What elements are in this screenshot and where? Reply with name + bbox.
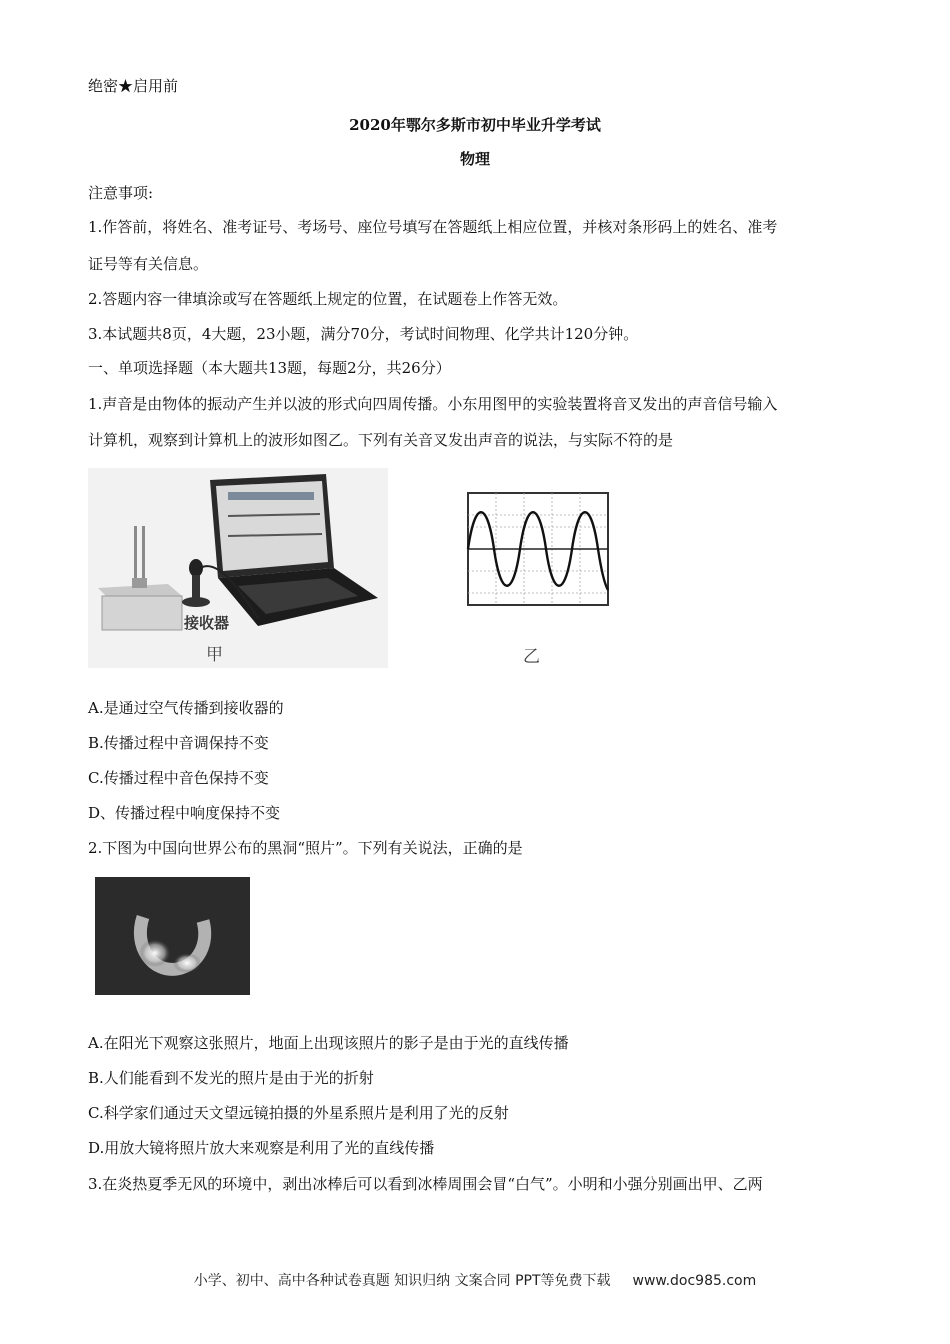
receiver-label: 接收器 xyxy=(184,614,230,632)
figure-experiment-setup xyxy=(88,468,388,668)
note-item-1a: 1.作答前，将姓名、准考证号、考场号、座位号填写在答题纸上相应位置，并核对条形码上的姓名、准考 xyxy=(88,218,778,236)
note-item-1b: 证号等有关信息。 xyxy=(88,255,209,273)
note-item-3: 3.本试题共8页，4大题，23小题，满分70分，考试时间物理、化学共计120分钟。 xyxy=(88,325,639,343)
q2-stem: 2.下图为中国向世界公布的黑洞“照片”。下列有关说法，正确的是 xyxy=(88,839,523,857)
footer-text: 小学、初中、高中各种试卷真题 知识归纳 文案合同 PPT等免费下载 xyxy=(193,1273,611,1289)
section-heading: 一、单项选择题（本大题共13题，每题2分，共26分） xyxy=(88,359,451,377)
figure-waveform xyxy=(465,490,615,670)
q1-stem-a: 1.声音是由物体的振动产生并以波的形式向四周传播。小东用图甲的实验装置将音叉发出的声音信号输入 xyxy=(88,395,778,413)
q2-option-a: A.在阳光下观察这张照片，地面上出现该照片的影子是由于光的直线传播 xyxy=(88,1034,569,1052)
figure-a-caption: 甲 xyxy=(206,645,223,665)
subject-title: 物理 xyxy=(459,150,490,168)
exam-title: 2020年鄂尔多斯市初中毕业升学考试 xyxy=(349,116,601,134)
q2-option-b: B.人们能看到不发光的照片是由于光的折射 xyxy=(88,1069,374,1087)
q3-stem: 3.在炎热夏季无风的环境中，剥出冰棒后可以看到冰棒周围会冒“白气”。小明和小强分别画出甲、乙两 xyxy=(88,1175,763,1193)
figure-b-caption: 乙 xyxy=(523,647,540,667)
q2-option-d: D.用放大镜将照片放大来观察是利用了光的直线传播 xyxy=(88,1139,435,1157)
secret-label: 绝密★启用前 xyxy=(88,77,179,95)
note-item-2: 2.答题内容一律填涂或写在答题纸上规定的位置，在试题卷上作答无效。 xyxy=(88,290,568,308)
footer-site-link[interactable]: www.doc985.com xyxy=(632,1273,757,1289)
black-hole-photo xyxy=(95,877,250,995)
q1-option-d: D、传播过程中响度保持不变 xyxy=(88,804,281,822)
page-footer xyxy=(0,1270,950,1290)
notes-heading: 注意事项: xyxy=(88,184,154,202)
q1-option-b: B.传播过程中音调保持不变 xyxy=(88,734,269,752)
q2-option-c: C.科学家们通过天文望远镜拍摄的外星系照片是利用了光的反射 xyxy=(88,1104,509,1122)
q1-option-a: A.是通过空气传播到接收器的 xyxy=(88,699,284,717)
q1-stem-b: 计算机，观察到计算机上的波形如图乙。下列有关音叉发出声音的说法，与实际不符的是 xyxy=(88,431,674,449)
q1-option-c: C.传播过程中音色保持不变 xyxy=(88,769,269,787)
